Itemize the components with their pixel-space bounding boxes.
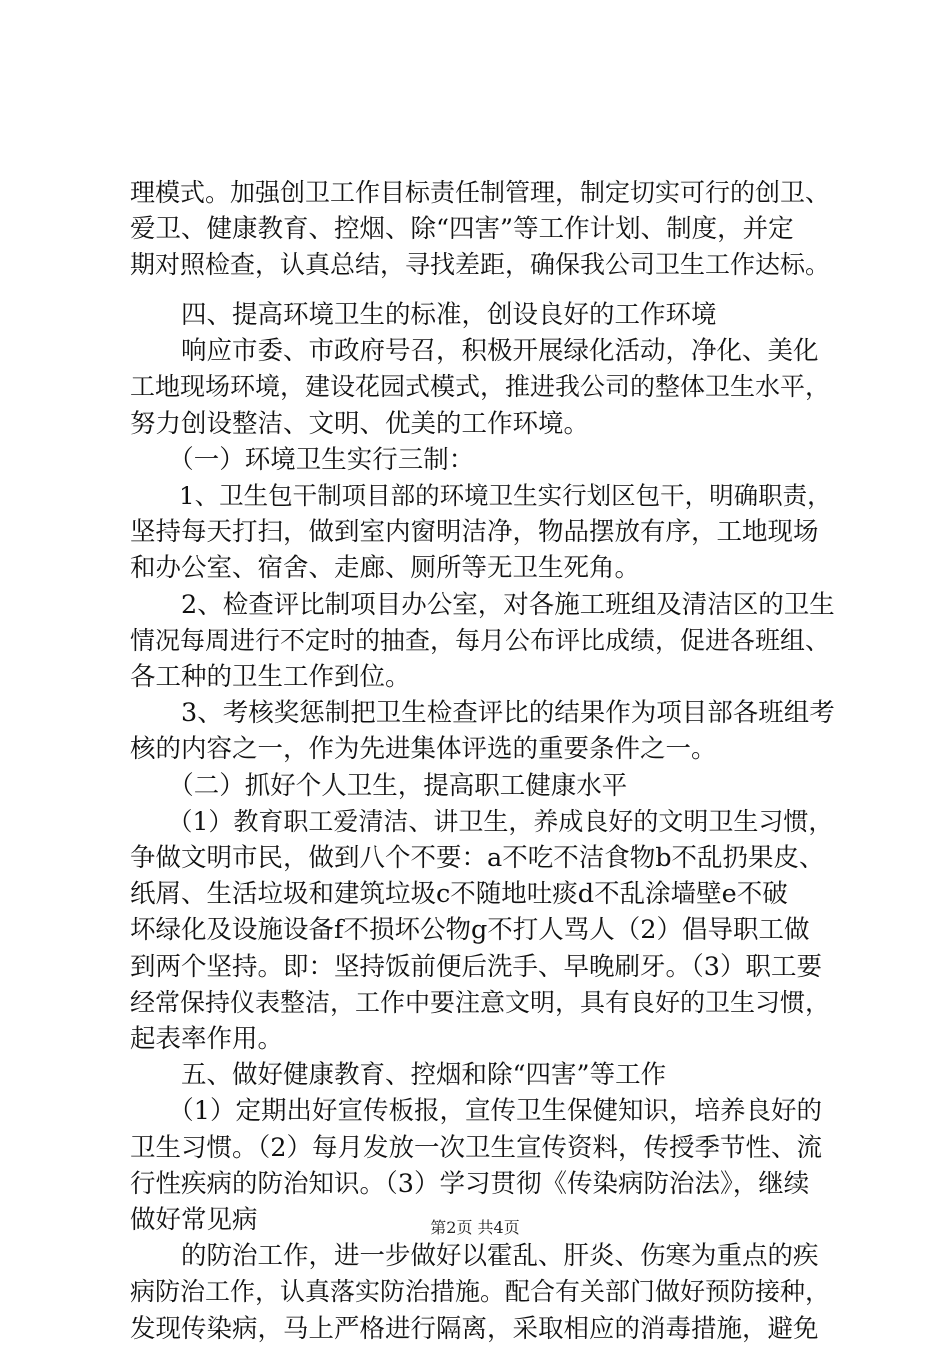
text-line: 坚持每天打扫，做到室内窗明洁净，物品摆放有序，工地现场 [130,517,819,548]
text-line: 纸屑、生活垃圾和建筑垃圾c不随地吐痰d不乱涂墙壁e不破 [130,879,788,910]
text-line: 经常保持仪表整洁，工作中要注意文明，具有良好的卫生习惯， [130,987,831,1017]
section-heading: 四、提高环境卫生的标准，创设良好的工作环境 [130,300,717,330]
text-line: （1）定期出好宣传板报，宣传卫生保健知识，培养良好的 [130,1096,822,1127]
text-line: 努力创设整洁、文明、优美的工作环境。 [130,408,590,439]
text-line: 响应市委、市政府号召，积极开展绿化活动，净化、美化 [130,336,819,367]
paragraph-body [130,297,835,1347]
text-line: 3、考核奖惩制把卫生检查评比的结果作为项目部各班组考 [130,698,835,729]
text-line: （1）教育职工爱清洁、讲卫生，养成良好的文明卫生习惯， [130,806,834,836]
text-line: 爱卫、健康教育、控烟、除“四害”等工作计划、制度，并定 [130,214,794,245]
page-number-footer: 第2页 共4页 [430,1218,520,1237]
text-line: 理模式。加强创卫工作目标责任制管理，制定切实可行的创卫、 [130,178,831,207]
text-line: 病防治工作，认真落实防治措施。配合有关部门做好预防接种， [130,1277,831,1307]
subsection-heading: （二）抓好个人卫生，提高职工健康水平 [130,770,628,801]
paragraph-intro [130,175,835,284]
text-line: 的防治工作，进一步做好以霍乱、肝炎、伤寒为重点的疾 [130,1241,819,1272]
text-line: 坏绿化及设施设备f不损坏公物g不打人骂人（2）倡导职工做 [130,915,810,946]
subsection-heading: （一）环境卫生实行三制： [130,444,475,475]
text-line: 争做文明市民，做到八个不要：a不吃不洁食物b不乱扔果皮、 [130,843,825,874]
text-line: 做好常见病 [130,1205,258,1236]
text-line: 2、检查评比制项目办公室，对各施工班组及清洁区的卫生 [130,589,835,620]
text-line: 期对照检查，认真总结，寻找差距，确保我公司卫生工作达标。 [130,250,831,280]
text-line: 卫生习惯。（2）每月发放一次卫生宣传资料，传授季节性、流 [130,1132,822,1163]
text-line: 到两个坚持。即：坚持饭前便后洗手、早晚刷牙。（3）职工要 [130,951,822,982]
text-line: 起表率作用。 [130,1024,284,1055]
text-line: 情况每周进行不定时的抽查，每月公布评比成绩，促进各班组、 [130,625,831,655]
text-line: 各工种的卫生工作到位。 [130,662,411,693]
text-line: 工地现场环境，建设花园式模式，推进我公司的整体卫生水平， [130,372,831,402]
text-line: 和办公室、宿舍、走廊、厕所等无卫生死角。 [130,553,641,584]
text-line: 发现传染病，马上严格进行隔离，采取相应的消毒措施，避免 [130,1313,819,1344]
text-line: 1、卫生包干制项目部的环境卫生实行划区包干，明确职责， [130,481,832,511]
text-line: 核的内容之一，作为先进集体评选的重要条件之一。 [130,734,717,765]
section-heading: 五、做好健康教育、控烟和除“四害”等工作 [130,1060,667,1091]
text-line: 行性疾病的防治知识。（3）学习贯彻《传染病防治法》，继续 [130,1168,810,1199]
